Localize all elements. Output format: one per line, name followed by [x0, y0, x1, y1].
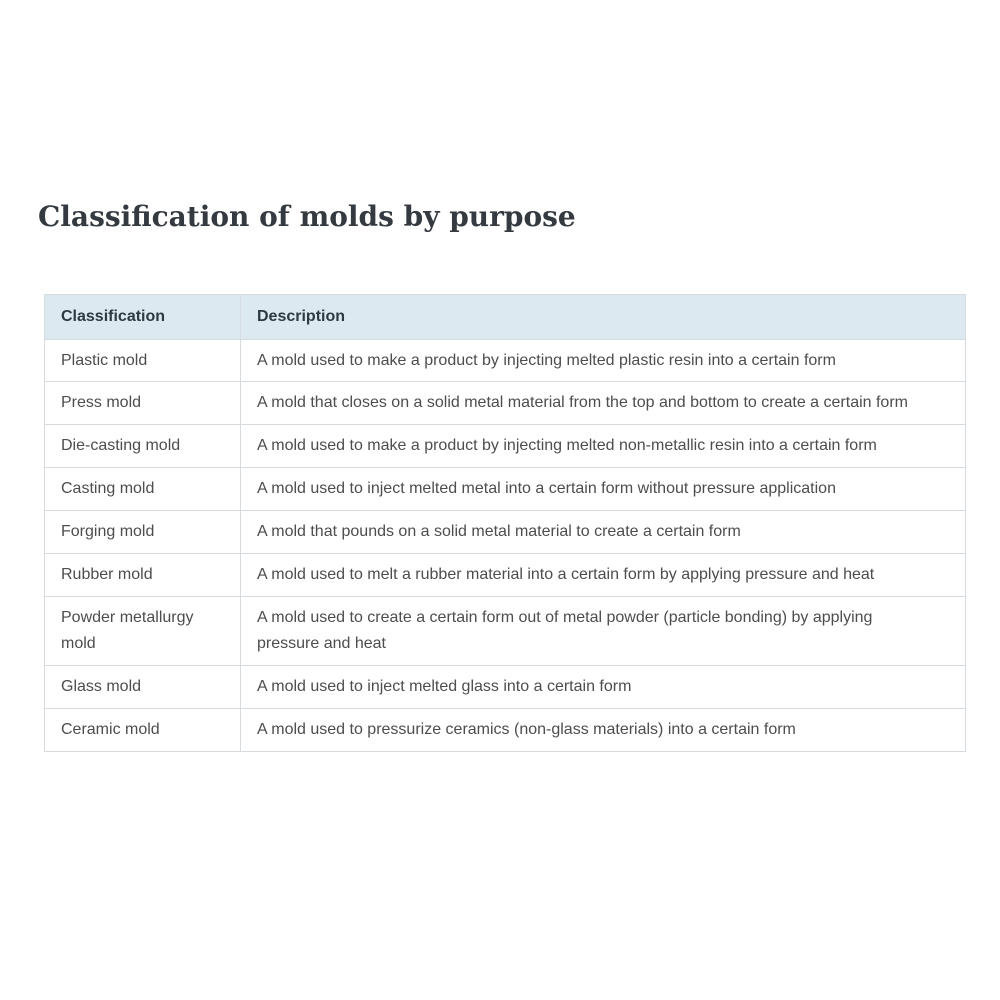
- classification-cell: Ceramic mold: [45, 708, 241, 751]
- table-body: [45, 339, 966, 751]
- classification-cell: Plastic mold: [45, 339, 241, 382]
- table-row: [45, 511, 966, 554]
- table-row: [45, 708, 966, 751]
- table-row: [45, 382, 966, 425]
- classification-cell: Forging mold: [45, 511, 241, 554]
- description-cell: A mold used to create a certain form out of metal powder (particle bonding) by applying pressure and heat: [241, 596, 966, 665]
- column-header-classification: Classification: [45, 294, 241, 339]
- table-row: [45, 339, 966, 382]
- table-row: [45, 468, 966, 511]
- table-row: [45, 425, 966, 468]
- table-header: [45, 294, 966, 339]
- description-cell: A mold used to melt a rubber material into a certain form by applying pressure and heat: [241, 554, 966, 597]
- classification-cell: Press mold: [45, 382, 241, 425]
- description-cell: A mold that closes on a solid metal material from the top and bottom to create a certain form: [241, 382, 966, 425]
- classification-cell: Powder metallurgy mold: [45, 596, 241, 665]
- table-header-row: [45, 294, 966, 339]
- description-cell: A mold that pounds on a solid metal material to create a certain form: [241, 511, 966, 554]
- classification-cell: Rubber mold: [45, 554, 241, 597]
- table-row: [45, 554, 966, 597]
- column-header-description: Description: [241, 294, 966, 339]
- description-cell: A mold used to make a product by injecting melted non-metallic resin into a certain form: [241, 425, 966, 468]
- description-cell: A mold used to inject melted glass into a certain form: [241, 665, 966, 708]
- molds-classification-table: [44, 294, 966, 752]
- classification-cell: Die-casting mold: [45, 425, 241, 468]
- description-cell: A mold used to make a product by injecting melted plastic resin into a certain form: [241, 339, 966, 382]
- classification-cell: Glass mold: [45, 665, 241, 708]
- classification-cell: Casting mold: [45, 468, 241, 511]
- table-row: [45, 665, 966, 708]
- page-title: Classification of molds by purpose: [38, 200, 576, 233]
- table-row: [45, 596, 966, 665]
- description-cell: A mold used to inject melted metal into a certain form without pressure application: [241, 468, 966, 511]
- description-cell: A mold used to pressurize ceramics (non-glass materials) into a certain form: [241, 708, 966, 751]
